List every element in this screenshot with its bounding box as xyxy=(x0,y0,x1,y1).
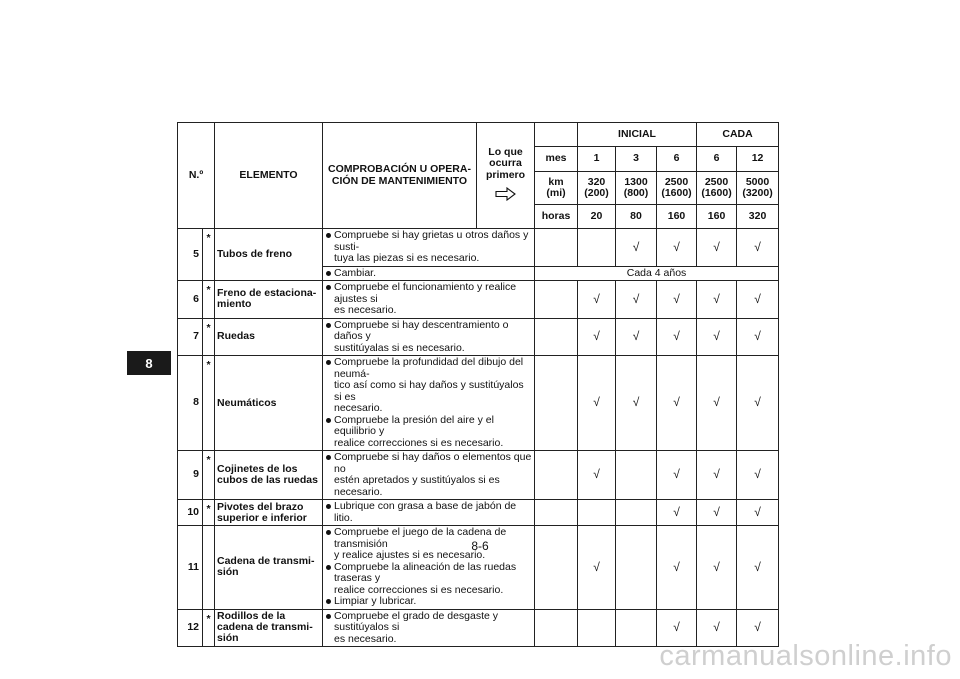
check-mark: √ xyxy=(697,356,737,451)
bullet-list xyxy=(325,452,532,498)
table-body xyxy=(178,229,779,647)
item-number: 11 xyxy=(178,526,203,610)
check-mark: √ xyxy=(697,609,737,647)
bullet-text: Compruebe el grado de desgaste y sustitúyalos si es necesario. xyxy=(334,609,499,645)
bullet-text: Compruebe el funcionamiento y realice ajustes si es necesario. xyxy=(334,281,517,316)
empty-check-cell xyxy=(578,500,616,526)
check-mark: √ xyxy=(697,318,737,356)
item-check-text xyxy=(323,356,535,451)
item-star: * xyxy=(203,229,215,281)
bullet-item xyxy=(325,562,532,597)
bullet-dot-icon xyxy=(326,599,331,604)
table-row xyxy=(178,229,779,267)
header-every: CADA xyxy=(697,123,779,147)
item-check-text xyxy=(323,281,535,319)
item-check-text xyxy=(323,229,535,267)
bullet-dot-icon xyxy=(326,233,331,238)
bullet-item xyxy=(325,611,532,646)
header-initial: INICIAL xyxy=(578,123,697,147)
item-check-text xyxy=(323,500,535,526)
bullet-list xyxy=(325,268,532,280)
bullet-list xyxy=(325,611,532,646)
check-mark: √ xyxy=(578,526,616,610)
bullet-list xyxy=(325,282,532,317)
header-num: N.º xyxy=(178,123,215,229)
check-mark: √ xyxy=(657,356,697,451)
bullet-item xyxy=(325,230,532,265)
item-check-text xyxy=(323,266,535,281)
item-star: * xyxy=(203,451,215,500)
check-mark: √ xyxy=(657,451,697,500)
item-check-text xyxy=(323,609,535,647)
check-mark: √ xyxy=(737,281,779,319)
item-number: 10 xyxy=(178,500,203,526)
item-element: Cadena de transmi- sión xyxy=(215,526,323,610)
header-interval-value: 320 xyxy=(737,205,779,229)
empty-check-cell xyxy=(616,451,657,500)
check-mark: √ xyxy=(697,229,737,267)
check-mark: √ xyxy=(657,318,697,356)
header-interval-value: 80 xyxy=(616,205,657,229)
check-mark: √ xyxy=(616,356,657,451)
item-element: Tubos de freno xyxy=(215,229,323,281)
header-check: COMPROBACIÓN U OPERA- CIÓN DE MANTENIMIENTO xyxy=(323,123,477,229)
bullet-text: Cambiar. xyxy=(334,266,377,279)
header-interval-value: 3 xyxy=(616,147,657,172)
check-mark: √ xyxy=(737,318,779,356)
header-interval-value: 20 xyxy=(578,205,616,229)
interval-blank xyxy=(535,229,578,267)
header-interval-value: 2500 (1600) xyxy=(697,172,737,205)
empty-check-cell xyxy=(616,500,657,526)
header-first xyxy=(477,123,535,229)
bullet-dot-icon xyxy=(326,271,331,276)
bullet-list xyxy=(325,230,532,265)
table-row xyxy=(178,500,779,526)
bullet-list xyxy=(325,501,532,524)
bullet-text: Limpiar y lubricar. xyxy=(334,595,417,607)
watermark: carmanualsonline.info xyxy=(659,640,952,672)
item-number: 7 xyxy=(178,318,203,356)
table-row xyxy=(178,451,779,500)
bullet-item xyxy=(325,268,532,280)
bullet-dot-icon xyxy=(326,418,331,423)
item-star: * xyxy=(203,609,215,647)
bullet-text: Compruebe el juego de la cadena de transmisión y realice ajustes si es necesario. xyxy=(334,526,507,561)
table-row xyxy=(178,281,779,319)
check-mark: √ xyxy=(578,451,616,500)
hollow-right-arrow-icon xyxy=(479,181,532,205)
bullet-dot-icon xyxy=(326,565,331,570)
bullet-item xyxy=(325,501,532,524)
bullet-text: Compruebe si hay grietas u otros daños y susti- tuya las piezas si es necesario. xyxy=(334,229,529,264)
bullet-text: Compruebe la alineación de las ruedas traseras y realice correcciones si es necesario. xyxy=(334,560,517,596)
bullet-item xyxy=(325,452,532,498)
item-star xyxy=(203,526,215,610)
bullet-dot-icon xyxy=(326,323,331,328)
header-interval-value: 160 xyxy=(697,205,737,229)
bullet-item xyxy=(325,596,532,608)
empty-check-cell xyxy=(616,609,657,647)
check-mark: √ xyxy=(737,356,779,451)
item-element: Pivotes del brazo superior e inferior xyxy=(215,500,323,526)
check-mark: √ xyxy=(578,318,616,356)
header-unit-label: km (mi) xyxy=(535,172,578,205)
bullet-text: Compruebe la presión del aire y el equilibrio y realice correcciones si es necesario. xyxy=(334,413,504,449)
header-interval-value: 1 xyxy=(578,147,616,172)
check-mark: √ xyxy=(737,526,779,610)
item-check-text xyxy=(323,318,535,356)
header-interval-value: 12 xyxy=(737,147,779,172)
item-number: 6 xyxy=(178,281,203,319)
item-number: 12 xyxy=(178,609,203,647)
header-interval-value: 1300 (800) xyxy=(616,172,657,205)
interval-span-text: Cada 4 años xyxy=(535,266,779,281)
check-mark: √ xyxy=(737,609,779,647)
empty-check-cell xyxy=(616,526,657,610)
item-check-text xyxy=(323,451,535,500)
bullet-item xyxy=(325,320,532,355)
interval-blank xyxy=(535,609,578,647)
check-mark: √ xyxy=(657,281,697,319)
maintenance-table xyxy=(177,122,779,647)
bullet-dot-icon xyxy=(326,455,331,460)
header-first-label: Lo que ocurra primero xyxy=(485,145,526,181)
header-interval-value: 5000 (3200) xyxy=(737,172,779,205)
empty-check-cell xyxy=(578,609,616,647)
check-mark: √ xyxy=(737,500,779,526)
bullet-text: Compruebe si hay daños o elementos que no estén apretados y sustitúyalos si es necesario. xyxy=(334,451,532,498)
check-mark: √ xyxy=(578,356,616,451)
chapter-tab: 8 xyxy=(127,351,171,375)
header-interval-value: 2500 (1600) xyxy=(657,172,697,205)
item-number: 8 xyxy=(178,356,203,451)
bullet-text: Lubrique con grasa a base de jabón de litio. xyxy=(334,500,517,524)
interval-blank xyxy=(535,356,578,451)
table-row xyxy=(178,318,779,356)
bullet-dot-icon xyxy=(326,530,331,535)
table-header xyxy=(178,123,779,229)
header-interval-value: 6 xyxy=(657,147,697,172)
empty-check-cell xyxy=(578,229,616,267)
check-mark: √ xyxy=(737,229,779,267)
check-mark: √ xyxy=(697,451,737,500)
bullet-item xyxy=(325,357,532,415)
bullet-item xyxy=(325,415,532,450)
interval-blank xyxy=(535,500,578,526)
bullet-text: Compruebe la profundidad del dibujo del neumá- tico así como si hay daños y sustitúyalos si es necesario. xyxy=(334,356,524,414)
interval-blank xyxy=(535,526,578,610)
item-element: Rodillos de la cadena de transmi- sión xyxy=(215,609,323,647)
interval-blank xyxy=(535,281,578,319)
check-mark: √ xyxy=(616,318,657,356)
check-mark: √ xyxy=(697,500,737,526)
interval-blank xyxy=(535,451,578,500)
header-interval-value: 320 (200) xyxy=(578,172,616,205)
item-star: * xyxy=(203,318,215,356)
header-interval-value: 160 xyxy=(657,205,697,229)
page-number: 8-6 xyxy=(471,539,489,553)
item-element: Neumáticos xyxy=(215,356,323,451)
item-number: 5 xyxy=(178,229,203,281)
check-mark: √ xyxy=(697,281,737,319)
bullet-list xyxy=(325,357,532,449)
check-mark: √ xyxy=(616,281,657,319)
check-mark: √ xyxy=(616,229,657,267)
item-element: Freno de estaciona- miento xyxy=(215,281,323,319)
item-element: Ruedas xyxy=(215,318,323,356)
check-mark: √ xyxy=(657,229,697,267)
bullet-dot-icon xyxy=(326,504,331,509)
item-number: 9 xyxy=(178,451,203,500)
bullet-dot-icon xyxy=(326,285,331,290)
check-mark: √ xyxy=(657,609,697,647)
bullet-text: Compruebe si hay descentramiento o daños y sustitúyalas si es necesario. xyxy=(334,318,509,354)
item-star: * xyxy=(203,356,215,451)
bullet-item xyxy=(325,282,532,317)
bullet-list xyxy=(325,320,532,355)
bullet-dot-icon xyxy=(326,614,331,619)
check-mark: √ xyxy=(657,500,697,526)
bullet-dot-icon xyxy=(326,360,331,365)
header-unit-label: horas xyxy=(535,205,578,229)
interval-blank xyxy=(535,318,578,356)
item-element: Cojinetes de los cubos de las ruedas xyxy=(215,451,323,500)
check-mark: √ xyxy=(657,526,697,610)
check-mark: √ xyxy=(578,281,616,319)
table-row xyxy=(178,356,779,451)
header-interval-value: 6 xyxy=(697,147,737,172)
header-unit-label: mes xyxy=(535,147,578,172)
item-star: * xyxy=(203,281,215,319)
check-mark: √ xyxy=(737,451,779,500)
header-row xyxy=(178,123,779,147)
item-star: * xyxy=(203,500,215,526)
header-element: ELEMENTO xyxy=(215,123,323,229)
check-mark: √ xyxy=(697,526,737,610)
header-blank xyxy=(535,123,578,147)
